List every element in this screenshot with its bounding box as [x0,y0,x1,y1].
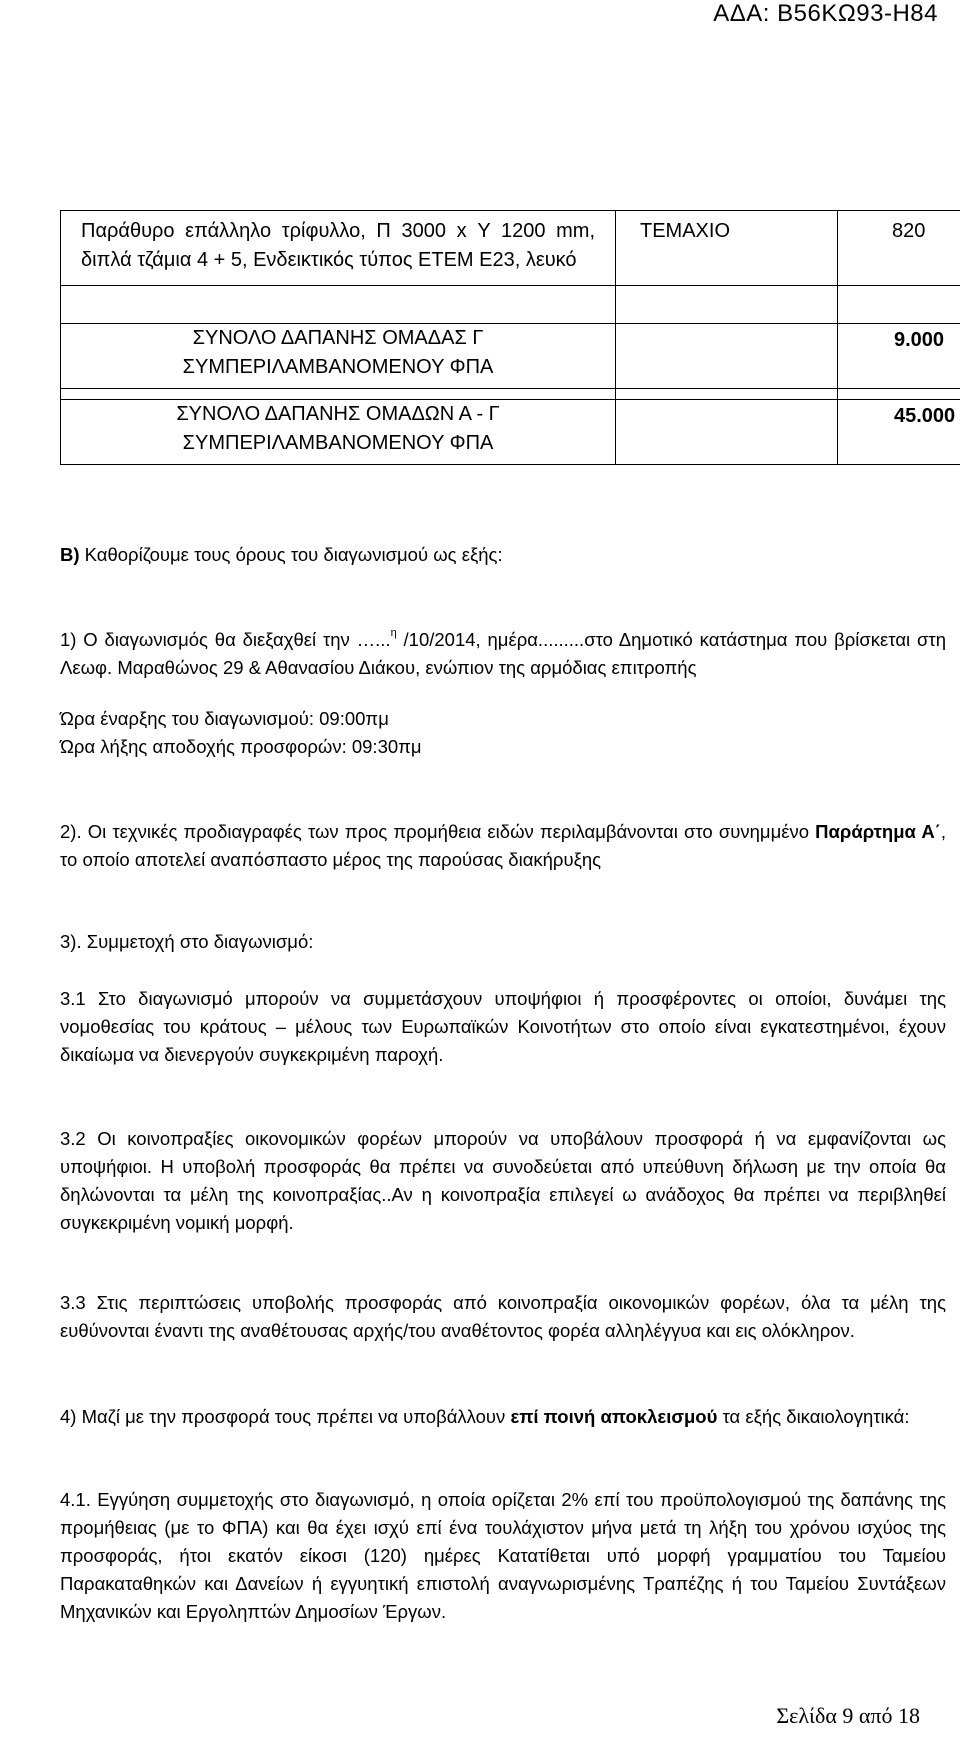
p4-text-b: τα εξής δικαιολογητικά: [717,1406,910,1427]
paragraph-3 [60,928,946,956]
paragraph-3-1 [60,985,946,1069]
table-row-spacer [61,286,960,324]
paragraph-4-1 [60,1486,946,1626]
paragraph-3-3 [60,1289,946,1345]
sum-group-c-label: ΣΥΝΟΛΟ ΔΑΠΑΝΗΣ ΟΜΑΔΑΣ Γ ΣΥΜΠΕΡΙΛΑΜΒΑΝΟΜΕΝΟΥ ΦΠΑ [61,324,616,389]
paragraph-3-2 [60,1125,946,1237]
page-number: Σελίδα 9 από 18 [776,1703,920,1728]
start-time: Ώρα έναρξης του διαγωνισμού: 09:00πμ [60,708,389,729]
paragraph-2 [60,818,946,874]
p41-text: 4.1. Εγγύηση συμμετοχής στο διαγωνισμό, η οποία ορίζεται 2% επί του προϋπολογισμού της δαπάνης της προμήθειας (με το ΦΠΑ) και θα έχει ισχύ επί ένα τουλάχιστον μήνα μετά τη λήξη του χρόνου ισχύος της προσφοράς, ήτοι εκατόν είκοσι (120) ημέρες Κατατίθεται υπό μορφή γραμματίου του Ταμείου Παρακαταθηκών και Δανείων ή εγγυητική επιστολή αναγνωρισμένης Τραπέζης ή του Ταμείου Συντάξεων Μηχανικών και Εργοληπτών Δημοσίων Έργων. [60,1489,946,1622]
section-b [60,541,946,569]
section-b-text: Καθορίζουμε τους όρους του διαγωνισμού ως εξής: [84,544,503,565]
sum-groups-ac-label: ΣΥΝΟΛΟ ΔΑΠΑΝΗΣ ΟΜΑΔΩΝ Α - Γ ΣΥΜΠΕΡΙΛΑΜΒΑΝΟΜΕΝΟΥ ΦΠΑ [61,400,616,465]
table-row-spacer [61,389,960,400]
section-b-label: Β) [60,544,80,565]
sum-group-c-value: 9.000 [838,324,960,389]
item-value: 820 [838,211,960,286]
end-time: Ώρα λήξης αποδοχής προσφορών: 09:30πμ [60,736,422,757]
p2-text-b: , το οποίο αποτελεί αναπόσπαστο μέρος της παρούσας διακήρυξης [60,821,946,870]
p2-text-a: 2). Οι τεχνικές προδιαγραφές των προς προμήθεια ειδών περιλαμβάνονται στο συνημμένο [60,821,816,842]
p4-bold: επί ποινή αποκλεισμού [510,1406,718,1427]
p4-text-a: 4) Μαζί με την προσφορά τους πρέπει να υποβάλλουν [60,1406,511,1427]
item-description: Παράθυρο επάλληλο τρίφυλλο, Π 3000 x Υ 1200 mm, διπλά τζάμια 4 + 5, Ενδεικτικός τύπος ΕΤΕΜ Ε23, λευκό [61,211,616,286]
table-row [61,211,960,286]
times-block [60,705,946,761]
p3-heading: 3). Συμμετοχή στο διαγωνισμό: [60,931,314,952]
p32-text: 3.2 Οι κοινοπραξίες οικονομικών φορέων μπορούν να υποβάλουν προσφορά ή να εμφανίζονται ως υποψήφιοι. Η υποβολή προσφοράς θα πρέπει να συνοδεύεται από υπεύθυνη δήλωση με την οποία θα δηλώνονται τα μέλη της κοινοπραξίας..Αν η κοινοπραξία επιλεγεί ω ανάδοχος θα πρέπει να περιβληθεί συγκεκριμένη νομική μορφή. [60,1128,946,1233]
p33-text: 3.3 Στις περιπτώσεις υποβολής προσφοράς από κοινοπραξία οικονομικών φορέων, όλα τα μέλη της ευθύνονται έναντι της αναθέτουσας αρχής/του αναθέτοντος φορέα αλληλέγγυα και εις ολόκληρον. [60,1292,946,1341]
sum-groups-ac-value: 45.000 [838,400,960,465]
p1-text-b: /10/2014, ημέρα.........στο Δημοτικό κατάστημα που βρίσκεται στη Λεωφ. Μαραθώνος 29 & Αθανασίου Διάκου, ενώπιον της αρμόδιας επιτροπής [60,629,946,678]
table-row-sum-group-c [61,324,960,389]
annex-a-bold: Παράρτημα Α΄ [815,821,941,842]
p1-text-a: 1) Ο διαγωνισμός θα διεξαχθεί την …... [60,629,391,650]
cost-table [60,210,960,465]
item-unit: ΤΕΜΑΧΙΟ [616,211,838,286]
p1-superscript: η [390,627,397,639]
p31-text: 3.1 Στο διαγωνισμό μπορούν να συμμετάσχουν υποψήφιοι ή προσφέροντες οι οποίοι, δυνάμει της νομοθεσίας του κράτους – μέλους των Ευρωπαϊκών Κοινοτήτων στο οποίο είναι εγκατεστημένοι, έχουν δικαίωμα να διενεργούν συγκεκριμένη παροχή. [60,988,946,1065]
paragraph-1 [60,626,946,682]
table-row-sum-groups-ac [61,400,960,465]
ada-header: ΑΔΑ: Β56ΚΩ93-Η84 [713,0,938,27]
paragraph-4 [60,1403,946,1431]
